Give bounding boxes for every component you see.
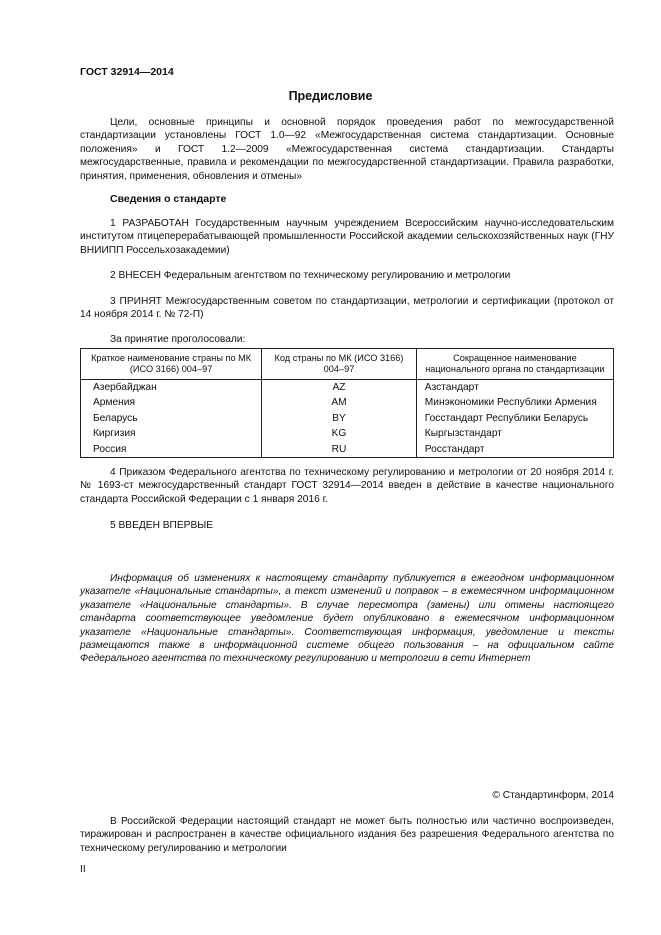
- reproduction-notice: В Российской Федерации настоящий стандарт не может быть полностью или частично воспроизведен, тиражирован и распространен в качестве официального издания без разрешения Федерального агентства по техническому регулированию и метрологии: [80, 816, 614, 854]
- section-heading: Сведения о стандарте: [110, 193, 227, 205]
- country-cell: Азербайджан: [81, 380, 262, 396]
- item-first-introduced: 5 ВВЕДЕН ВПЕРВЫЕ: [110, 520, 214, 531]
- table-row: [81, 380, 614, 396]
- code-cell: RU: [262, 442, 417, 458]
- page-title: Предисловие: [288, 89, 373, 103]
- table-header-row: [81, 349, 614, 380]
- country-cell: Беларусь: [81, 411, 262, 426]
- code-cell: AM: [262, 395, 417, 410]
- item-developed: 1 РАЗРАБОТАН Государственным научным учреждением Всероссийским научно-исследовательским институтом птицеперерабатывающей промышленности Российской академии сельскохозяйственных наук (ГНУ ВНИИПП Россельхозакадемии): [80, 218, 614, 256]
- item-adopted: 3 ПРИНЯТ Межгосударственным советом по стандартизации, метрологии и сертификации (протокол от 14 ноября 2014 г. № 72-П): [80, 296, 614, 321]
- page-number: II: [80, 864, 86, 875]
- amendments-notice: Информация об изменениях к настоящему стандарту публикуется в ежегодном информационном указателе «Национальные стандарты», а текст изменений и поправок – в ежемесячном информационном указателе «Национальные стандарты». В случае пересмотра (замены) или отмены настоящего стандарта соответствующее уведомление будет опубликовано в ежемесячном информационном указателе «Национальные стандарты». Соответствующая информация, уведомление и тексты размещаются также в информационной системе общего пользования – на официальном сайте Федерального агентства по техническому регулированию и метрологии в сети Интернет: [80, 573, 614, 665]
- code-cell: BY: [262, 411, 417, 426]
- column-header-authority: Сокращенное наименование национального органа по стандартизации: [416, 349, 613, 380]
- authority-cell: Росстандарт: [416, 442, 613, 458]
- intro-paragraph: Цели, основные принципы и основной порядок проведения работ по межгосударственной стандартизации установлены ГОСТ 1.0—92 «Межгосударственная система стандартизации. Основные положения» и ГОСТ 1.2—2009 «Межгосударственная система стандартизации. Стандарты межгосударственные, правила и рекомендации по межгосударственной стандартизации. Правила разработки, принятия, применения, обновления и отмены»: [80, 117, 614, 182]
- votes-caption: За принятие проголосовали:: [110, 334, 246, 345]
- table-row: [81, 426, 614, 441]
- authority-cell: Кыргызстандарт: [416, 426, 613, 441]
- votes-table: [80, 348, 614, 458]
- code-cell: KG: [262, 426, 417, 441]
- authority-cell: Госстандарт Республики Беларусь: [416, 411, 613, 426]
- table-row: [81, 442, 614, 458]
- item-enacted: 4 Приказом Федерального агентства по техническому регулированию и метрологии от 20 ноября 2014 г. № 1693-ст межгосударственный стандарт ГОСТ 32914—2014 введен в действие в качестве национального стандарта Российской Федерации с 1 января 2016 г.: [80, 467, 614, 505]
- document-code: ГОСТ 32914—2014: [80, 66, 174, 78]
- country-cell: Россия: [81, 442, 262, 458]
- column-header-code: Код страны по МК (ИСО 3166) 004–97: [262, 349, 417, 380]
- column-header-country: Краткое наименование страны по МК (ИСО 3166) 004–97: [81, 349, 262, 380]
- item-submitted: 2 ВНЕСЕН Федеральным агентством по техническому регулированию и метрологии: [110, 270, 511, 281]
- table-row: [81, 411, 614, 426]
- authority-cell: Азстандарт: [416, 380, 613, 396]
- country-cell: Киргизия: [81, 426, 262, 441]
- code-cell: AZ: [262, 380, 417, 396]
- authority-cell: Минэкономики Республики Армения: [416, 395, 613, 410]
- table-row: [81, 395, 614, 410]
- copyright: © Стандартинформ, 2014: [492, 790, 614, 801]
- country-cell: Армения: [81, 395, 262, 410]
